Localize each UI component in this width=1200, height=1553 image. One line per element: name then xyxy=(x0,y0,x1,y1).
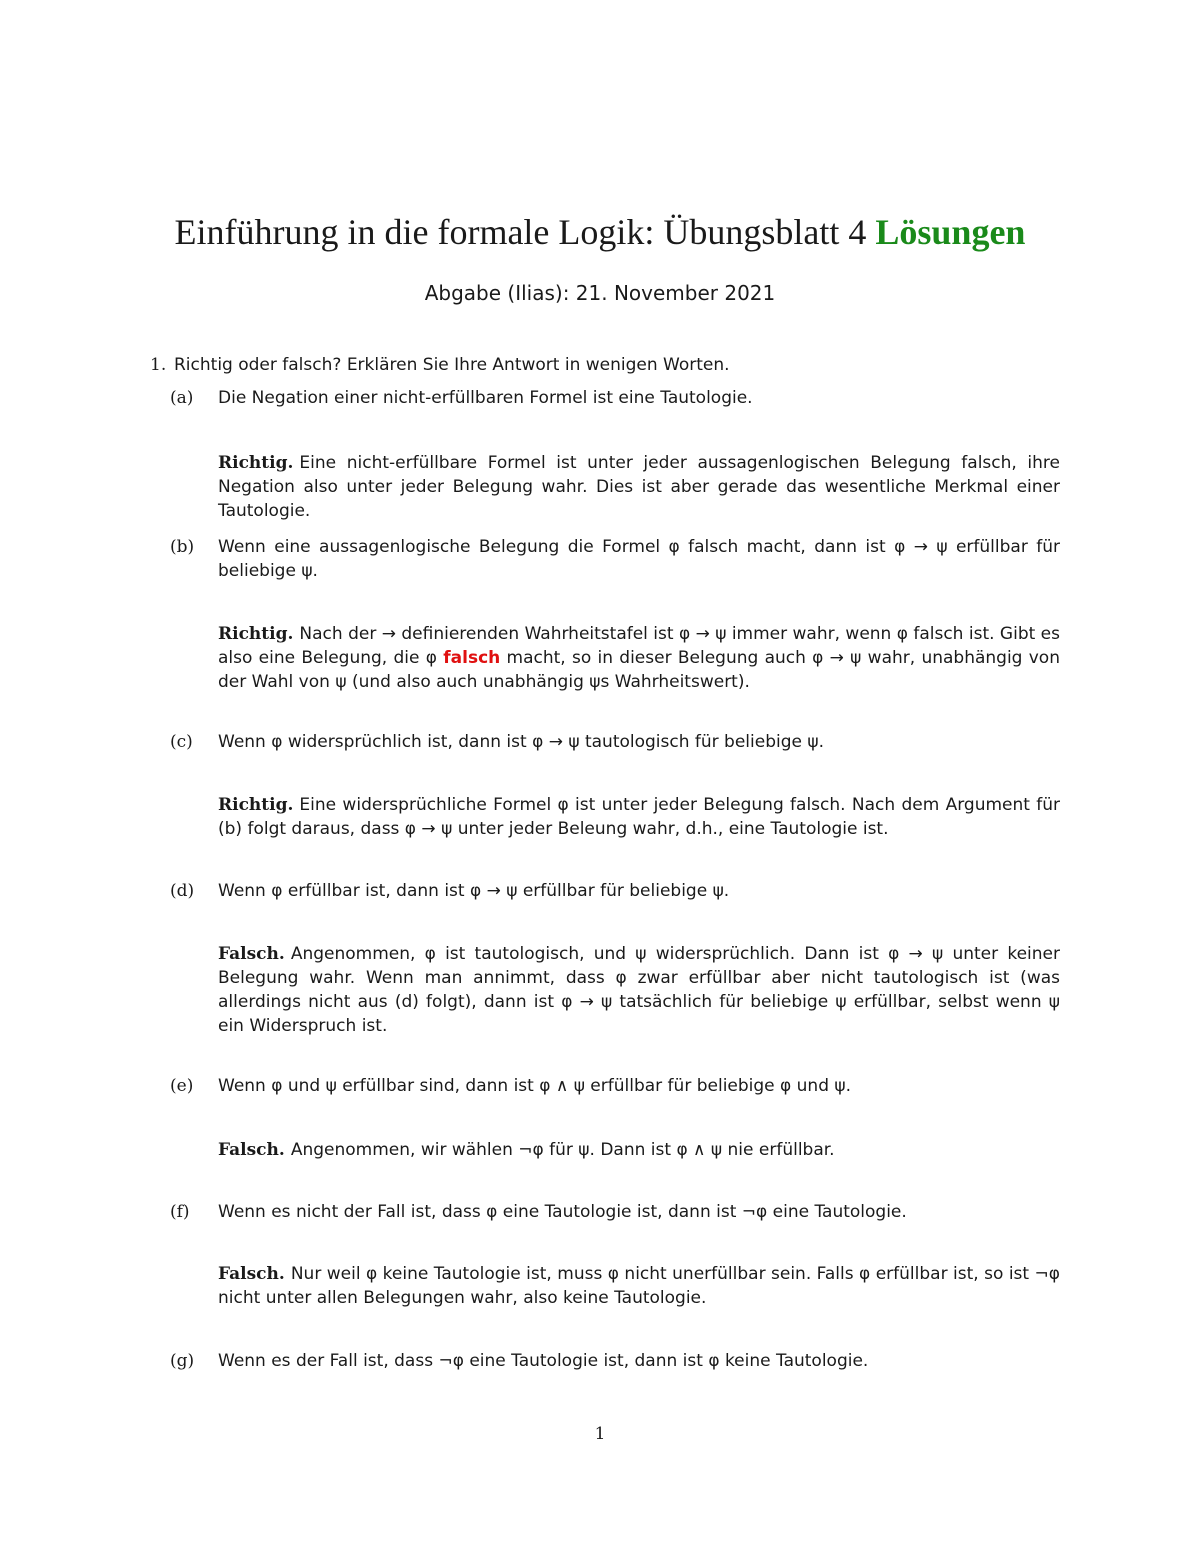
answer-verdict: Falsch. xyxy=(218,1140,285,1160)
answer-c xyxy=(218,793,1060,841)
question-label: (e) xyxy=(170,1076,194,1096)
problem-heading xyxy=(150,353,1070,377)
question-text: Wenn es nicht der Fall ist, dass φ eine Tautologie ist, dann ist ¬φ eine Tautologie. xyxy=(218,1202,907,1222)
answer-highlight: falsch xyxy=(443,648,501,668)
question-label: (d) xyxy=(170,881,195,901)
answer-b xyxy=(218,622,1060,694)
answer-verdict: Falsch. xyxy=(218,944,285,964)
problem-number: 1. xyxy=(150,355,167,375)
answer-d xyxy=(218,942,1060,1038)
question-text: Wenn φ und ψ erfüllbar sind, dann ist φ ∧ ψ erfüllbar für beliebige φ und ψ. xyxy=(218,1076,852,1096)
answer-verdict: Richtig. xyxy=(218,453,294,473)
answer-verdict: Richtig. xyxy=(218,624,294,644)
answer-f xyxy=(218,1262,1060,1310)
answer-text-part2: macht, so in dieser Belegung auch φ → ψ wahr, unabhängig von der Wahl von ψ (und also auch unabhängig ψs Wahrheitswert). xyxy=(218,648,1060,692)
answer-text: Eine nicht-erfüllbare Formel ist unter jeder aussagenlogischen Belegung falsch, ihre Negation also unter jeder Belegung wahr. Dies ist aber gerade das wesentliche Merkmal einer Tautologie. xyxy=(218,453,1060,521)
answer-text: Eine widersprüchliche Formel φ ist unter jeder Belegung falsch. Nach dem Argument für (b) folgt daraus, dass φ → ψ unter jeder Beleung wahr, d.h., eine Tautologie ist. xyxy=(218,795,1060,839)
document-title xyxy=(0,208,1200,256)
title-main: Einführung in die formale Logik: Übungsblatt 4 xyxy=(174,212,867,252)
answer-text-part1: Nach der → definierenden Wahrheitstafel ist φ → ψ immer wahr, wenn φ falsch ist. Gibt es also eine Belegung, die φ xyxy=(218,624,1060,668)
submission-date: Abgabe (Ilias): 21. November 2021 xyxy=(424,281,776,305)
answer-verdict: Richtig. xyxy=(218,795,294,815)
problem-text: Richtig oder falsch? Erklären Sie Ihre Antwort in wenigen Worten. xyxy=(174,355,730,375)
answer-text: Angenommen, wir wählen ¬φ für ψ. Dann ist φ ∧ ψ nie erfüllbar. xyxy=(290,1140,835,1160)
page-number: 1 xyxy=(594,1424,606,1444)
question-label: (a) xyxy=(170,388,194,408)
question-text: Wenn φ erfüllbar ist, dann ist φ → ψ erfüllbar für beliebige ψ. xyxy=(218,881,730,901)
question-label: (g) xyxy=(170,1351,195,1371)
answer-text: Nur weil φ keine Tautologie ist, muss φ nicht unerfüllbar sein. Falls φ erfüllbar ist, so ist ¬φ nicht unter allen Belegungen wahr, also keine Tautologie. xyxy=(218,1264,1060,1308)
question-text: Die Negation einer nicht-erfüllbaren Formel ist eine Tautologie. xyxy=(218,388,753,408)
question-label: (b) xyxy=(170,537,195,557)
answer-a xyxy=(218,451,1060,523)
question-text: Wenn es der Fall ist, dass ¬φ eine Tautologie ist, dann ist φ keine Tautologie. xyxy=(218,1351,869,1371)
question-text: Wenn φ widersprüchlich ist, dann ist φ → ψ tautologisch für beliebige ψ. xyxy=(218,732,824,752)
question-label: (c) xyxy=(170,732,193,752)
answer-verdict: Falsch. xyxy=(218,1264,285,1284)
title-accent: Lösungen xyxy=(875,212,1026,252)
question-label: (f) xyxy=(170,1202,190,1222)
answer-text: Angenommen, φ ist tautologisch, und ψ widersprüchlich. Dann ist φ → ψ unter keiner Belegung wahr. Wenn man annimmt, dass φ zwar erfüllbar aber nicht tautologisch ist (was allerdings nicht aus (d) folgt), dann ist φ → ψ tatsächlich für beliebige ψ erfüllbar, selbst wenn ψ ein Widerspruch ist. xyxy=(218,944,1060,1036)
answer-e xyxy=(218,1138,1060,1162)
question-text: Wenn eine aussagenlogische Belegung die Formel φ falsch macht, dann ist φ → ψ erfüllbar für beliebige ψ. xyxy=(218,537,1060,581)
